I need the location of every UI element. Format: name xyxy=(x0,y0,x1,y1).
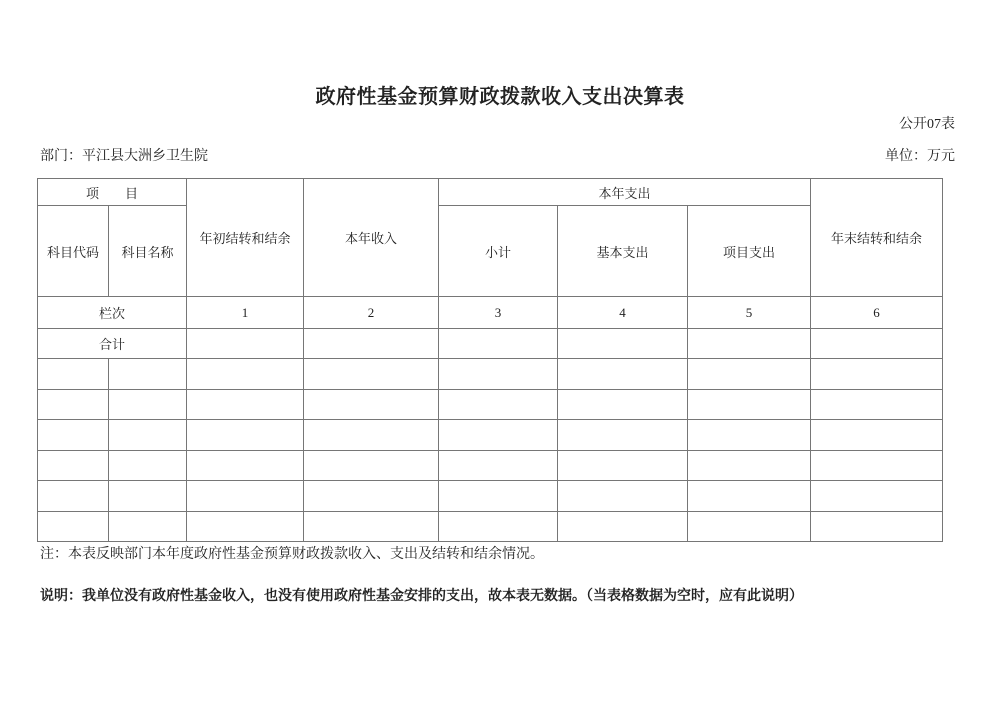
column-index-1: 1 xyxy=(187,297,304,329)
header-subject-code: 科目代码 xyxy=(38,206,109,297)
header-item-group: 项 目 xyxy=(38,179,187,206)
empty-cell xyxy=(187,420,304,451)
empty-cell xyxy=(109,359,187,390)
empty-cell xyxy=(688,481,811,512)
total-cell-5 xyxy=(688,329,811,359)
empty-cell xyxy=(811,481,943,512)
header-year-income: 本年收入 xyxy=(304,179,439,297)
header-row-1 xyxy=(38,179,943,206)
empty-cell xyxy=(187,359,304,390)
empty-cell xyxy=(187,450,304,481)
empty-rows-container xyxy=(38,359,943,542)
budget-table xyxy=(37,178,943,542)
total-label: 合计 xyxy=(38,329,187,359)
empty-cell xyxy=(304,450,439,481)
empty-cell xyxy=(109,450,187,481)
column-index-3: 3 xyxy=(439,297,558,329)
empty-cell xyxy=(811,389,943,420)
empty-cell xyxy=(439,420,558,451)
empty-cell xyxy=(304,359,439,390)
department-label: 部门：平江县大洲乡卫生院 xyxy=(40,149,208,164)
empty-cell xyxy=(109,511,187,542)
header-end-balance: 年末结转和结余 xyxy=(811,179,943,297)
empty-data-row xyxy=(38,481,943,512)
column-index-row xyxy=(38,297,943,329)
header-subject-name: 科目名称 xyxy=(109,206,187,297)
statement-text: 说明：我单位没有政府性基金收入，也没有使用政府性基金安排的支出，故本表无数据。（当表格数据为空时，应有此说明） xyxy=(40,589,803,604)
column-index-6: 6 xyxy=(811,297,943,329)
empty-cell xyxy=(811,450,943,481)
empty-data-row xyxy=(38,450,943,481)
empty-cell xyxy=(688,511,811,542)
table-note: 注：本表反映部门本年度政府性基金预算财政拨款收入、支出及结转和结余情况。 xyxy=(40,547,544,562)
page-title: 政府性基金预算财政拨款收入支出决算表 xyxy=(315,86,685,108)
header-begin-balance: 年初结转和结余 xyxy=(187,179,304,297)
table-code-label: 公开07表 xyxy=(899,117,955,132)
empty-data-row xyxy=(38,420,943,451)
empty-cell xyxy=(688,359,811,390)
empty-cell xyxy=(811,359,943,390)
empty-cell xyxy=(109,420,187,451)
empty-data-row xyxy=(38,359,943,390)
empty-cell xyxy=(109,481,187,512)
empty-data-row xyxy=(38,389,943,420)
empty-cell xyxy=(811,511,943,542)
empty-cell xyxy=(439,481,558,512)
column-index-2: 2 xyxy=(304,297,439,329)
empty-cell xyxy=(688,450,811,481)
total-cell-1 xyxy=(187,329,304,359)
total-row xyxy=(38,329,943,359)
empty-cell xyxy=(439,389,558,420)
empty-cell xyxy=(558,450,688,481)
empty-cell xyxy=(187,511,304,542)
column-index-5: 5 xyxy=(688,297,811,329)
empty-cell xyxy=(558,359,688,390)
total-cell-4 xyxy=(558,329,688,359)
header-row-2 xyxy=(38,206,943,297)
empty-cell xyxy=(304,420,439,451)
empty-cell xyxy=(304,389,439,420)
empty-cell xyxy=(304,511,439,542)
empty-cell xyxy=(558,481,688,512)
empty-cell xyxy=(439,511,558,542)
total-cell-6 xyxy=(811,329,943,359)
empty-cell xyxy=(38,511,109,542)
column-index-label: 栏次 xyxy=(38,297,187,329)
empty-cell xyxy=(109,389,187,420)
empty-cell xyxy=(304,481,439,512)
empty-cell xyxy=(38,389,109,420)
empty-cell xyxy=(38,450,109,481)
header-year-expense-group: 本年支出 xyxy=(439,179,811,206)
header-basic-expense: 基本支出 xyxy=(558,206,688,297)
unit-label: 单位：万元 xyxy=(885,149,955,164)
empty-cell xyxy=(688,389,811,420)
header-project-expense: 项目支出 xyxy=(688,206,811,297)
empty-cell xyxy=(187,481,304,512)
empty-cell xyxy=(38,481,109,512)
empty-cell xyxy=(558,511,688,542)
empty-cell xyxy=(811,420,943,451)
empty-cell xyxy=(688,420,811,451)
empty-data-row xyxy=(38,511,943,542)
empty-cell xyxy=(439,450,558,481)
total-cell-2 xyxy=(304,329,439,359)
total-cell-3 xyxy=(439,329,558,359)
empty-cell xyxy=(558,420,688,451)
header-subtotal: 小计 xyxy=(439,206,558,297)
empty-cell xyxy=(439,359,558,390)
column-index-4: 4 xyxy=(558,297,688,329)
empty-cell xyxy=(38,359,109,390)
empty-cell xyxy=(38,420,109,451)
empty-cell xyxy=(558,389,688,420)
empty-cell xyxy=(187,389,304,420)
